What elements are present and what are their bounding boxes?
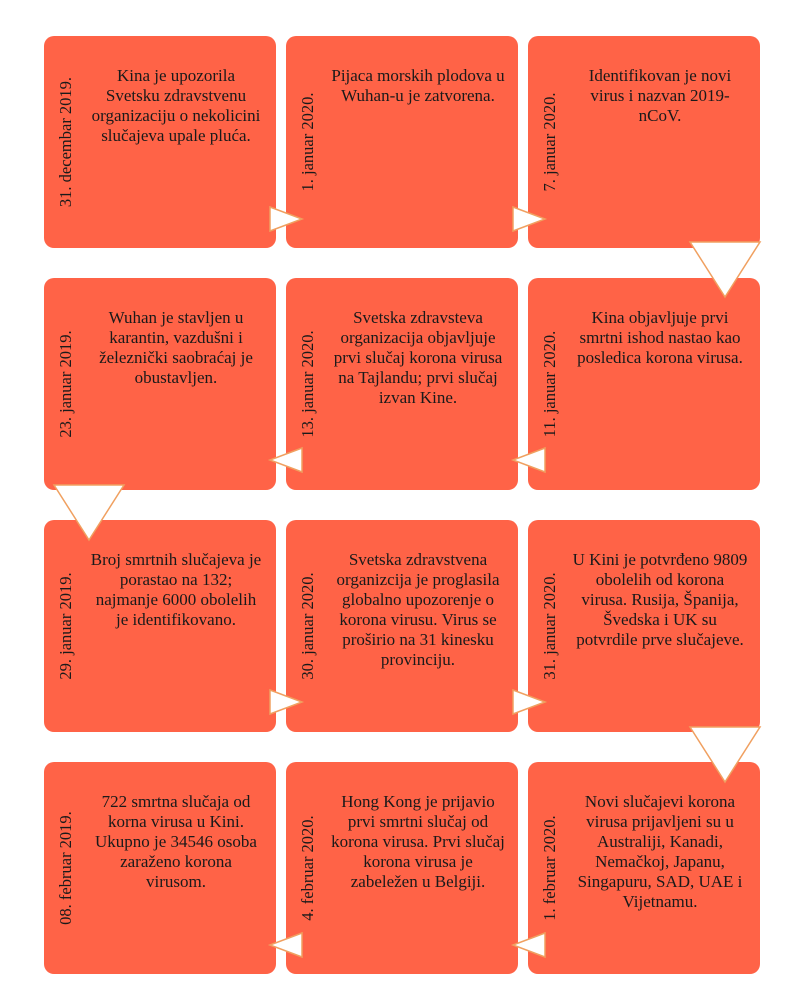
event-text: Identifikovan je novi virus i nazvan 2019-nCoV. bbox=[588, 66, 732, 125]
event-date: 1. januar 2020. bbox=[298, 92, 317, 192]
event-date: 7. januar 2020. bbox=[540, 92, 559, 192]
arrow-left-icon bbox=[270, 933, 302, 957]
event-text: Hong Kong je prijavio prvi smrtni slučaj od korona virusa. Prvi slučaj korona virusa je zabeležen u Belgiji. bbox=[331, 792, 505, 891]
event-text: Kina objavljuje prvi smrtni ishod nastao kao posledica korona virusa. bbox=[577, 308, 743, 367]
event-text: Kina je upozorila Svetsku zdravstvenu organizaciju o nekolicini slučajeva upale pluća. bbox=[91, 66, 261, 145]
event-text: Wuhan je stavljen u karantin, vazdušni i železnički saobraćaj je obustavljen. bbox=[99, 308, 253, 387]
event-date: 11. januar 2020. bbox=[540, 330, 559, 438]
arrow-right-icon bbox=[270, 207, 302, 231]
event-date: 31. januar 2020. bbox=[540, 572, 559, 680]
event-date: 29. januar 2019. bbox=[56, 572, 75, 680]
arrow-down-icon bbox=[690, 727, 760, 782]
event-date: 08. februar 2019. bbox=[56, 811, 75, 925]
arrow-down-icon bbox=[54, 485, 124, 540]
arrow-down-icon bbox=[690, 242, 760, 297]
arrow-right-icon bbox=[513, 690, 545, 714]
event-text: Broj smrtnih slučajeva je porastao na 132; najmanje 6000 obolelih je identifikovano. bbox=[90, 550, 262, 629]
arrow-right-icon bbox=[513, 207, 545, 231]
arrow-left-icon bbox=[513, 448, 545, 472]
arrow-left-icon bbox=[270, 448, 302, 472]
event-date: 4. februar 2020. bbox=[298, 815, 317, 921]
event-text: Svetska zdravstvena organizcija je proglasila globalno upozorenje o korona virusu. Virus se proširio na 31 kinesku provinciju. bbox=[336, 550, 500, 669]
arrow-right-icon bbox=[270, 690, 302, 714]
event-text: Svetska zdravsteva organizacija objavljuje prvi slučaj korona virusa na Tajlandu; prvi slučaj izvan Kine. bbox=[333, 308, 503, 407]
arrow-left-icon bbox=[513, 933, 545, 957]
event-text: Novi slučajevi korona virusa prijavljeni su u Australiji, Kanadi, Nemačkoj, Japanu, Singapuru, SAD, UAE i Vijetnamu. bbox=[577, 792, 743, 911]
event-text: 722 smrtna slučaja od korna virusa u Kini. Ukupno je 34546 osoba zaraženo korona virusom. bbox=[95, 792, 257, 891]
event-date: 1. februar 2020. bbox=[540, 815, 559, 921]
event-text: Pijaca morskih plodova u Wuhan-u je zatvorena. bbox=[331, 66, 505, 105]
event-text: U Kini je potvrđeno 9809 obolelih od korona virusa. Rusija, Španija, Švedska i UK su potvrdile prve slučajeve. bbox=[572, 550, 748, 649]
event-date: 13. januar 2020. bbox=[298, 330, 317, 438]
event-date: 23. januar 2019. bbox=[56, 330, 75, 438]
event-date: 30. januar 2020. bbox=[298, 572, 317, 680]
event-date: 31. decembar 2019. bbox=[56, 76, 75, 208]
